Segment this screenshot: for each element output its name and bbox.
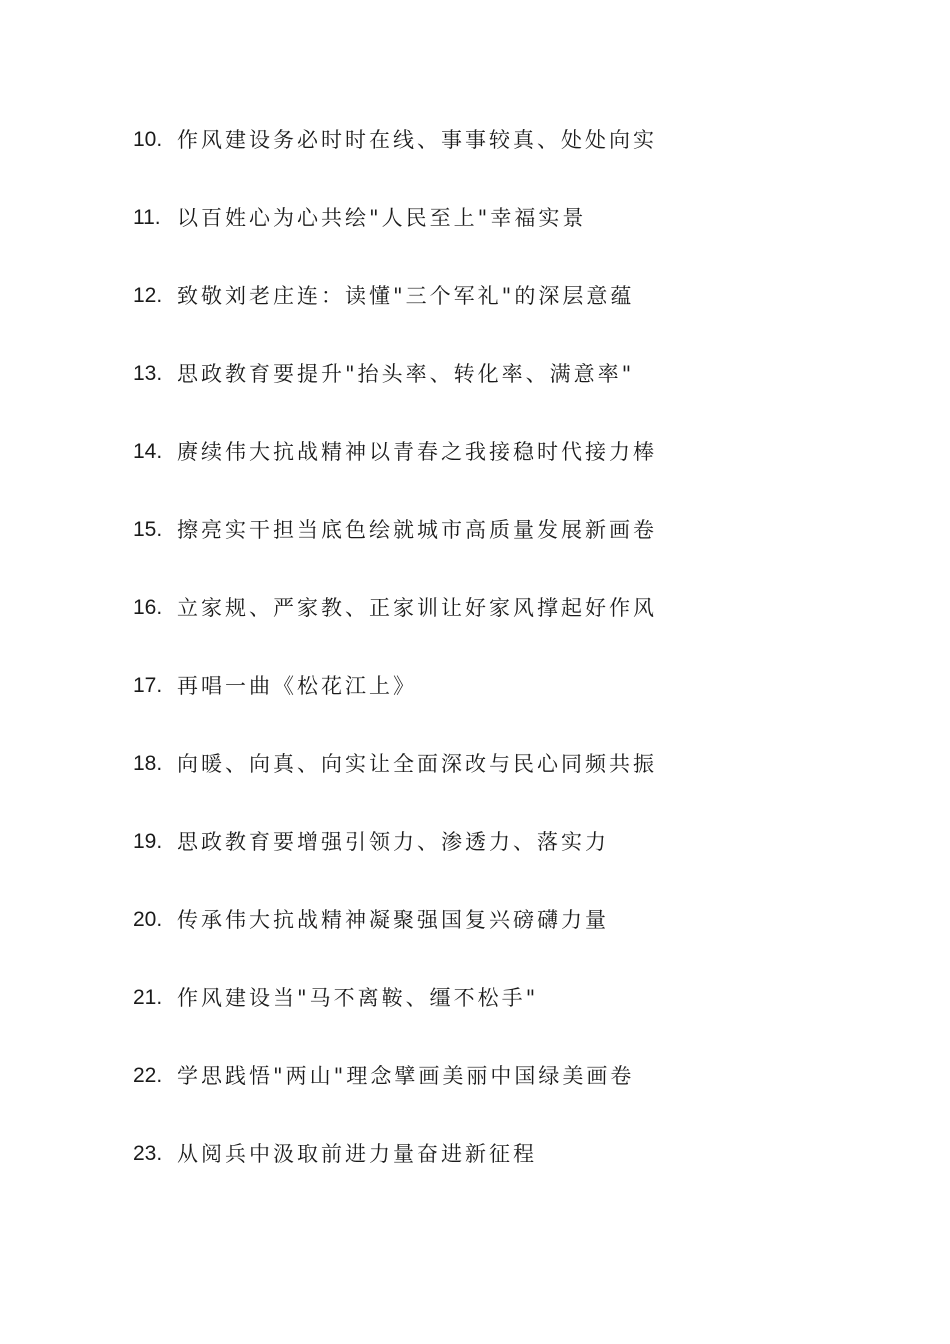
- item-text: 再唱一曲《松花江上》: [177, 674, 417, 698]
- item-text: 向暖、向真、向实让全面深改与民心同频共振: [177, 752, 657, 776]
- list-item: [133, 198, 657, 276]
- item-number: 23.: [133, 1142, 163, 1165]
- list-item: [133, 588, 657, 666]
- item-number: 20.: [133, 908, 163, 931]
- list-item: [133, 978, 657, 1056]
- item-text: 作风建设当"马不离鞍、缰不松手": [177, 986, 539, 1010]
- item-text: 致敬刘老庄连：读懂"三个军礼"的深层意蕴: [177, 284, 635, 308]
- item-text: 赓续伟大抗战精神以青春之我接稳时代接力棒: [177, 440, 657, 464]
- list-item: [133, 120, 657, 198]
- list-item: [133, 666, 657, 744]
- list-item: [133, 354, 657, 432]
- item-number: 11.: [133, 206, 161, 229]
- item-text: 擦亮实干担当底色绘就城市高质量发展新画卷: [177, 518, 657, 542]
- item-number: 10.: [133, 128, 163, 151]
- item-text: 立家规、严家教、正家训让好家风撑起好作风: [177, 596, 657, 620]
- item-number: 18.: [133, 752, 163, 775]
- title-list: [133, 120, 657, 1212]
- list-item: [133, 1056, 657, 1134]
- item-number: 12.: [133, 284, 163, 307]
- list-item: [133, 276, 657, 354]
- list-item: [133, 900, 657, 978]
- list-item: [133, 1134, 657, 1212]
- item-number: 15.: [133, 518, 163, 541]
- item-number: 14.: [133, 440, 163, 463]
- item-number: 13.: [133, 362, 163, 385]
- item-text: 传承伟大抗战精神凝聚强国复兴磅礴力量: [177, 908, 609, 932]
- item-text: 学思践悟"两山"理念擘画美丽中国绿美画卷: [177, 1064, 635, 1088]
- item-number: 17.: [133, 674, 163, 697]
- item-text: 从阅兵中汲取前进力量奋进新征程: [177, 1142, 537, 1166]
- item-text: 作风建设务必时时在线、事事较真、处处向实: [177, 128, 657, 152]
- item-number: 21.: [133, 986, 163, 1009]
- item-text: 思政教育要增强引领力、渗透力、落实力: [177, 830, 609, 854]
- list-item: [133, 744, 657, 822]
- item-text: 思政教育要提升"抬头率、转化率、满意率": [177, 362, 635, 386]
- item-number: 19.: [133, 830, 163, 853]
- list-item: [133, 432, 657, 510]
- item-number: 22.: [133, 1064, 163, 1087]
- list-item: [133, 510, 657, 588]
- list-item: [133, 822, 657, 900]
- item-text: 以百姓心为心共绘"人民至上"幸福实景: [177, 206, 587, 230]
- item-number: 16.: [133, 596, 163, 619]
